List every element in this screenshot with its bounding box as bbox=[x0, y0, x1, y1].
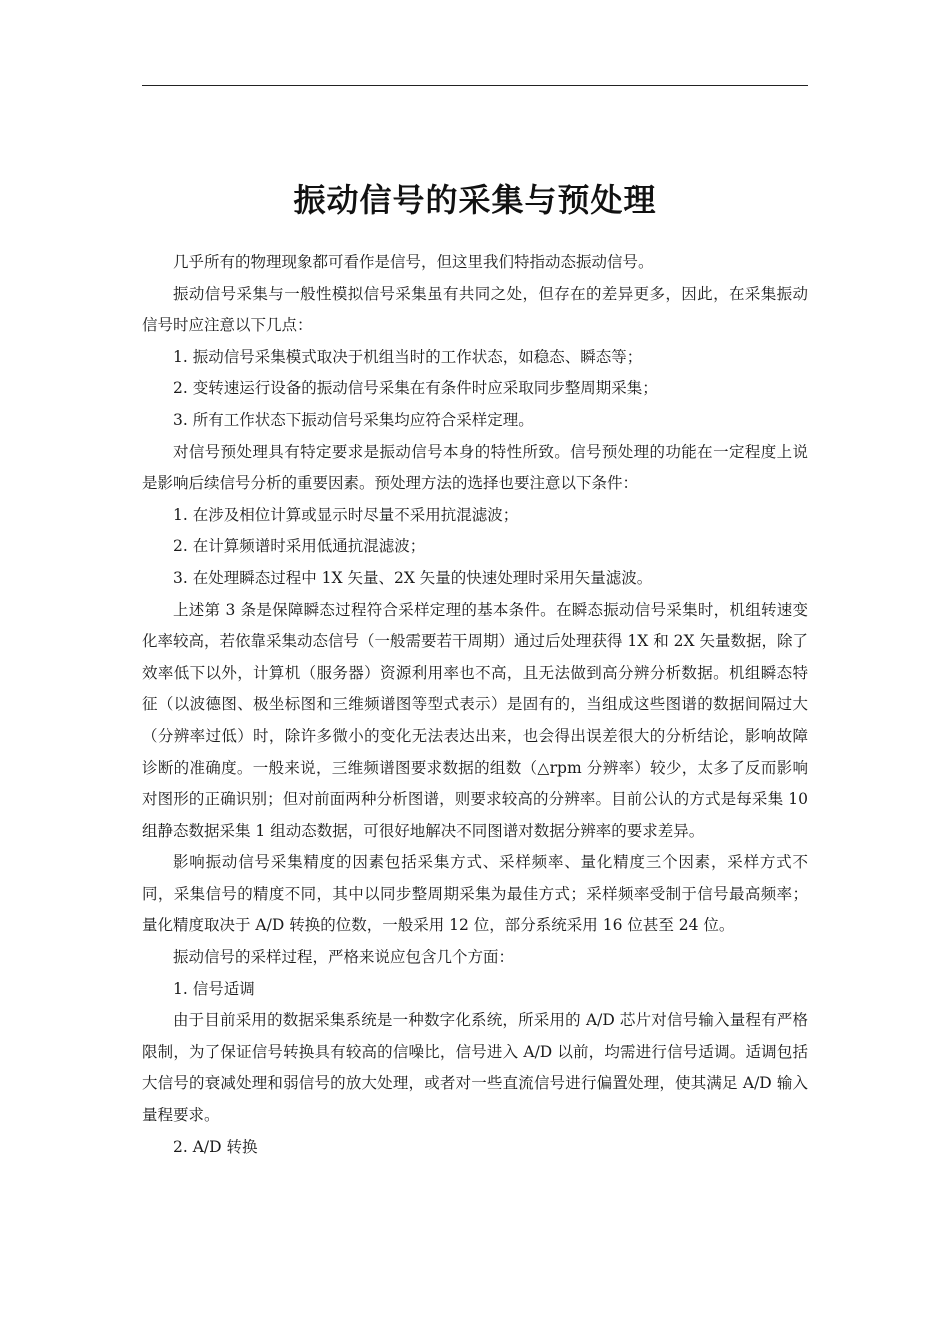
section-heading: 1. 信号适调 bbox=[173, 979, 255, 998]
document-body bbox=[142, 247, 808, 1163]
paragraph-collection-notes: 振动信号采集与一般性模拟信号采集虽有共同之处，但存在的差异更多，因此，在采集振动信号时应注意以下几点： bbox=[142, 284, 808, 335]
list-item: 3. 在处理瞬态过程中 1X 矢量、2X 矢量的快速处理时采用矢量滤波。 bbox=[173, 568, 653, 587]
list-item: 3. 所有工作状态下振动信号采集均应符合采样定理。 bbox=[173, 410, 534, 429]
list-item: 1. 振动信号采集模式取决于机组当时的工作状态，如稳态、瞬态等； bbox=[173, 347, 643, 366]
document-title: 振动信号的采集与预处理 bbox=[293, 181, 657, 220]
paragraph-precision: 影响振动信号采集精度的因素包括采集方式、采样频率、量化精度三个因素，采样方式不同，采集信号的精度不同，其中以同步整周期采集为最佳方式；采样频率受制于信号最高频率；量化精度取决于 A/D 转换的位数，一般采用 12 位，部分系统采用 16 位甚至 24 位。 bbox=[142, 853, 808, 935]
header-rule bbox=[142, 85, 808, 86]
list-item: 1. 在涉及相位计算或显示时尽量不采用抗混滤波； bbox=[173, 505, 519, 524]
paragraph-signal-conditioning: 由于目前采用的数据采集系统是一种数字化系统，所采用的 A/D 芯片对信号输入量程有严格限制，为了保证信号转换具有较高的信噪比，信号进入 A/D 以前，均需进行信号适调。适调包括大信号的衰减处理和弱信号的放大处理，或者对一些直流信号进行偏置处理，使其满足 A/D 输入量程要求。 bbox=[142, 1011, 808, 1125]
section-heading: 2. A/D 转换 bbox=[173, 1137, 258, 1156]
paragraph-transient: 上述第 3 条是保障瞬态过程符合采样定理的基本条件。在瞬态振动信号采集时，机组转速变化率较高，若依靠采集动态信号（一般需要若干周期）通过后处理获得 1X 和 2X 矢量数据，除了效率低下以外，计算机（服务器）资源利用率也不高，且无法做到高分辨分析数据。机组瞬态特征（以波德图、极坐标图和三维频谱图等型式表示）是固有的，当组成这些图谱的数据间隔过大（分辨率过低）时，除许多微小的变化无法表达出来，也会得出误差很大的分析结论，影响故障诊断的准确度。一般来说，三维频谱图要求数据的组数（△rpm 分辨率）较少，太多了反而影响对图形的正确识别；但对前面两种分析图谱，则要求较高的分辨率。目前公认的方式是每采集 10 组静态数据采集 1 组动态数据，可很好地解决不同图谱对数据分辨率的要求差异。 bbox=[142, 600, 809, 840]
list-item: 2. 在计算频谱时采用低通抗混滤波； bbox=[173, 537, 426, 556]
paragraph-intro: 几乎所有的物理现象都可看作是信号，但这里我们特指动态振动信号。 bbox=[173, 253, 654, 271]
list-item: 2. 变转速运行设备的振动信号采集在有条件时应采取同步整周期采集； bbox=[173, 379, 658, 398]
paragraph-preprocessing: 对信号预处理具有特定要求是振动信号本身的特性所致。信号预处理的功能在一定程度上说是影响后续信号分析的重要因素。预处理方法的选择也要注意以下条件： bbox=[142, 442, 808, 493]
paragraph-sampling-process: 振动信号的采样过程，严格来说应包含几个方面： bbox=[173, 948, 515, 967]
